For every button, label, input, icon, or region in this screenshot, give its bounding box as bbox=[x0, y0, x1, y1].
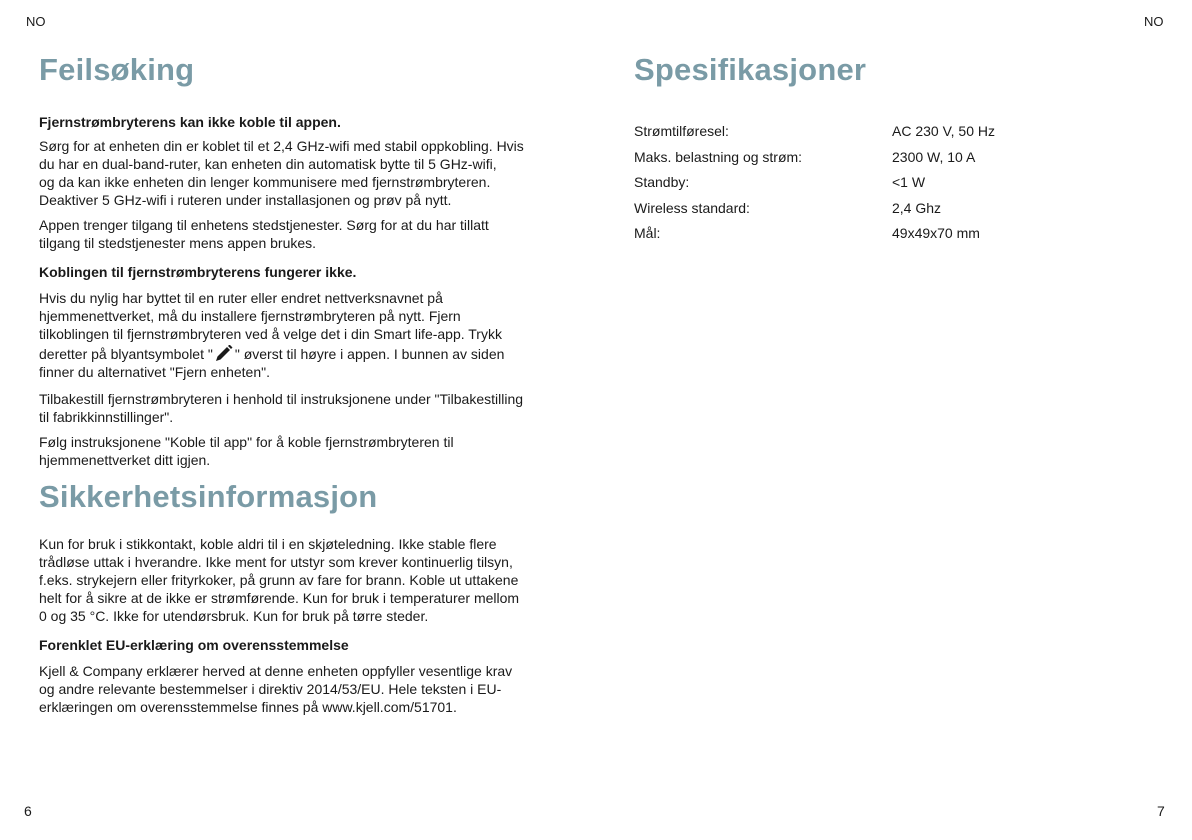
paragraph-location bbox=[39, 216, 569, 252]
paragraph-factory-reset bbox=[39, 390, 569, 426]
page-number-right: 7 bbox=[1157, 803, 1165, 819]
specifications-title: Spesifikasjoner bbox=[634, 52, 867, 87]
text-line: tilkoblingen til fjernstrømbryteren ved å velge det i din Smart life-app. Trykk bbox=[39, 326, 502, 342]
spec-label: Standby: bbox=[634, 174, 690, 190]
text-line: Tilbakestill fjernstrømbryteren i henhold til instruksjonene under "Tilbakestilling bbox=[39, 391, 524, 407]
safety-body bbox=[39, 535, 569, 716]
troubleshooting-section bbox=[39, 52, 569, 88]
language-marker-left: NO bbox=[26, 14, 46, 29]
spec-label: Strømtilføresel: bbox=[634, 123, 729, 139]
issue-heading-cannot-connect: Fjernstrømbryterens kan ikke koble til appen. bbox=[39, 114, 341, 130]
spec-label: Wireless standard: bbox=[634, 199, 750, 216]
text-line: og da kan ikke enheten din lenger kommunisere med fjernstrømbryteren. bbox=[39, 174, 491, 190]
eu-declaration-heading: Forenklet EU-erklæring om overensstemmelse bbox=[39, 637, 349, 653]
pencil-icon bbox=[213, 345, 235, 363]
language-marker-right: NO bbox=[1144, 14, 1164, 29]
text-line: finner du alternativet "Fjern enheten". bbox=[39, 364, 270, 380]
text-line: Kjell & Company erklærer herved at denne enheten oppfyller vesentlige krav bbox=[39, 663, 513, 679]
text-line: Appen trenger tilgang til enhetens stedstjenester. Sørg for at du har tillatt bbox=[39, 217, 489, 233]
paragraph-reinstall bbox=[39, 289, 569, 381]
spec-value: AC 230 V, 50 Hz bbox=[892, 123, 995, 139]
text-line: trådløse uttak i hverandre. Ikke ment for utstyr som krever kontinuerlig tilsyn, bbox=[39, 554, 513, 570]
text-line: til fabrikkinnstillinger". bbox=[39, 409, 174, 425]
issue-heading-connection-failed: Koblingen til fjernstrømbryterens fungerer ikke. bbox=[39, 264, 357, 280]
troubleshooting-body bbox=[39, 113, 569, 469]
text-line: du har en dual-band-ruter, kan enheten din automatisk bytte til 5 GHz-wifi, bbox=[39, 156, 497, 172]
spec-value: 49x49x70 mm bbox=[892, 225, 980, 241]
safety-section bbox=[39, 479, 569, 515]
spec-label: Maks. belastning og strøm: bbox=[634, 148, 803, 165]
text-line: Sørg for at enheten din er koblet til et 2,4 GHz-wifi med stabil oppkobling. Hvis bbox=[39, 138, 524, 154]
spec-value: 2,4 Ghz bbox=[892, 199, 942, 216]
safety-title: Sikkerhetsinformasjon bbox=[39, 479, 378, 514]
text-line: helt for å sikre at de ikke er strømførende. Kun for bruk i temperaturer mellom bbox=[39, 590, 520, 606]
text-fragment: deretter på blyantsymbolet " bbox=[39, 346, 213, 362]
text-line: hjemmenettverket ditt igjen. bbox=[39, 452, 211, 468]
text-line: erklæringen om overensstemmelse finnes på www.kjell.com/51701. bbox=[39, 699, 457, 715]
text-line: f.eks. strykejern eller frityrkoker, på grunn av fare for brann. Koble ut uttakene bbox=[39, 572, 519, 588]
text-line: Følg instruksjonene "Koble til app" for å koble fjernstrømbryteren til bbox=[39, 434, 454, 450]
spec-label: Mål: bbox=[634, 225, 661, 241]
page-number-left: 6 bbox=[24, 803, 32, 819]
text-line: Kun for bruk i stikkontakt, koble aldri til i en skjøteledning. Ikke stable flere bbox=[39, 536, 497, 552]
text-line: Deaktiver 5 GHz-wifi i ruteren under installasjonen og prøv på nytt. bbox=[39, 192, 452, 208]
text-line-with-icon bbox=[39, 345, 569, 363]
paragraph-wifi bbox=[39, 137, 569, 209]
text-fragment: " øverst til høyre i appen. I bunnen av siden bbox=[234, 346, 505, 362]
spec-value: 2300 W, 10 A bbox=[892, 148, 976, 165]
paragraph-safety bbox=[39, 535, 569, 625]
spec-value: <1 W bbox=[892, 174, 926, 190]
text-line: Hvis du nylig har byttet til en ruter eller endret nettverksnavnet på bbox=[39, 290, 443, 306]
troubleshooting-title: Feilsøking bbox=[39, 52, 195, 87]
text-line: og andre relevante bestemmelser i direktiv 2014/53/EU. Hele teksten i EU- bbox=[39, 681, 502, 697]
paragraph-reconnect bbox=[39, 433, 569, 469]
specifications-section bbox=[634, 52, 1154, 88]
paragraph-eu-declaration bbox=[39, 662, 569, 716]
specifications-table bbox=[634, 122, 1154, 262]
text-line: 0 og 35 °C. Ikke for utendørsbruk. Kun for bruk på tørre steder. bbox=[39, 608, 429, 624]
text-line: tilgang til stedstjenester mens appen brukes. bbox=[39, 235, 317, 251]
text-line: hjemmenettverket, må du installere fjernstrømbryteren på nytt. Fjern bbox=[39, 308, 461, 324]
